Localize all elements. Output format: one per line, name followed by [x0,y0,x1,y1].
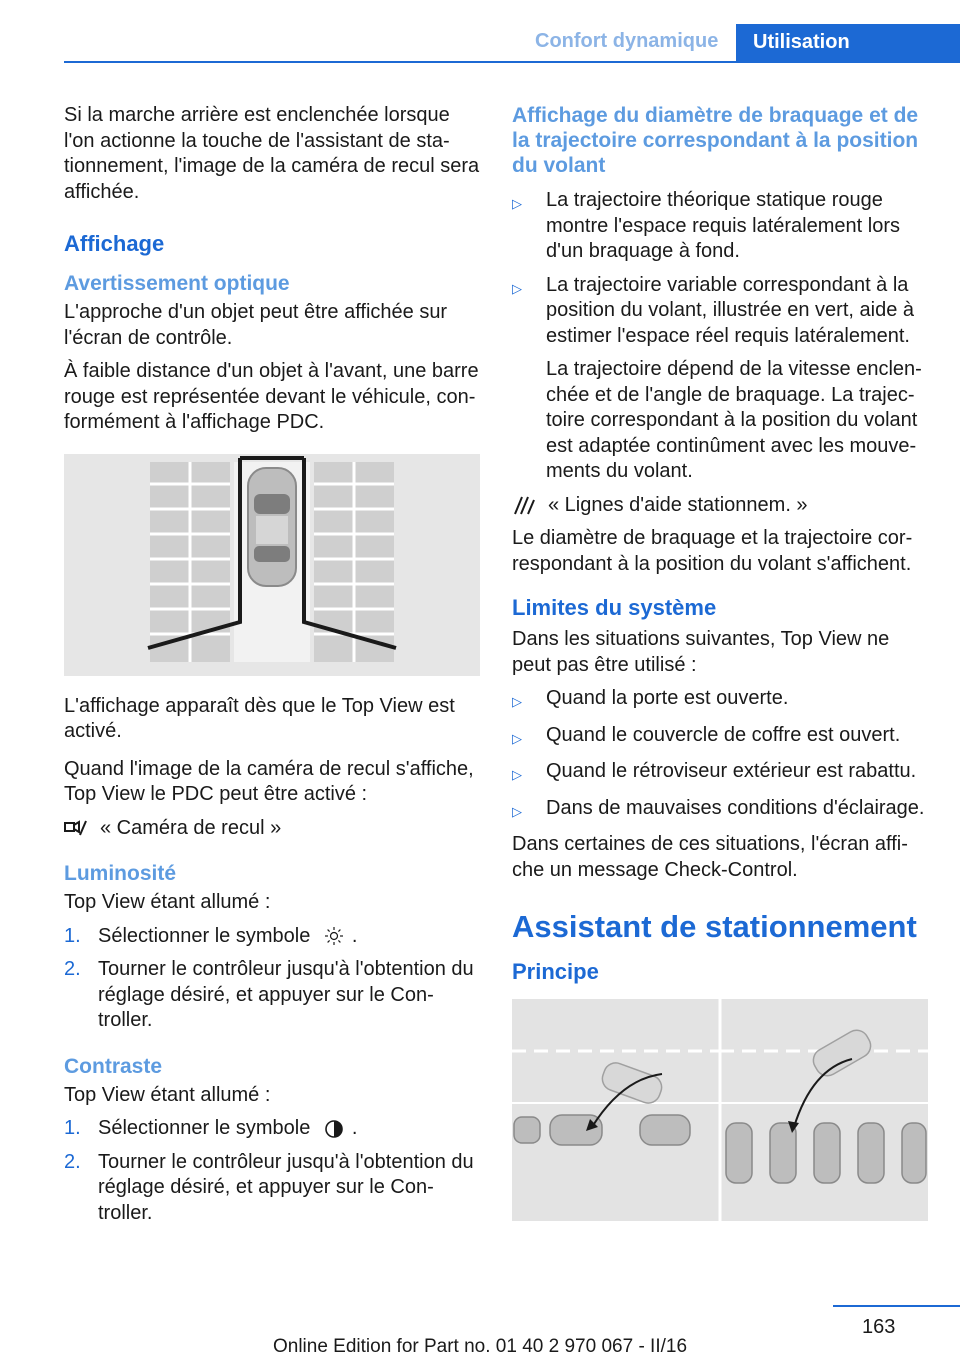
header-chapter-tab [736,24,960,63]
top-view-illustration [64,454,480,676]
rear-camera-icon [64,817,88,839]
bullet-text: Quand la porte est ouverte. [546,687,789,709]
camera-option [64,816,484,842]
footer-edition: Online Edition for Part no. 01 40 2 970 067 - II/16 [272,1336,688,1357]
bullet-text: Dans de mauvaises conditions d'éclairage. [546,796,925,819]
step-text-end: . [351,1117,358,1139]
bullet-continuation: La trajectoire dépend de la vitesse enclen-chée et de l'angle de braquage. La trajec-toire correspondant à la position du volant est adaptée continûment avec les mouve-ments du volant. [546,358,922,482]
step-number: 1. [64,1117,81,1139]
paragraph-diametre: Le diamètre de braquage et la trajectoire cor-respondant à la position du volant s'affichent. [512,527,913,575]
limits-bullets [512,686,932,824]
list-item [512,759,932,788]
intro-paragraph: Si la marche arrière est enclenchée lorsque l'on actionne la touche de l'assistant de sta-tionnement, l'image de la caméra de recul sera affichée. [64,104,480,203]
bullet-marker: ▷ [512,730,522,746]
heading-avertissement: Avertissement optique [64,272,290,295]
contrast-icon [324,1119,344,1139]
luminosite-steps [64,924,484,1034]
heading-assistant: Assistant de stationnement [512,909,917,944]
heading-principe: Principe [512,959,599,984]
list-item [512,188,932,265]
paragraph-distance: À faible distance d'un objet à l'avant, une barre rouge est représentée devant le véhicule, con-formément à l'affichage PDC. [64,360,479,433]
footer-rule [833,1305,960,1307]
camera-option-label: « Caméra de recul » [100,816,282,839]
bullet-text: La trajectoire variable correspondant à la position du volant, illustrée en vert, aide à estimer l'espace réel requis latéralement. [546,273,914,347]
bullet-marker: ▷ [512,694,522,709]
list-item [512,273,932,350]
parking-lines-icon [512,494,536,516]
list-item [512,796,932,825]
right-column [512,103,932,1221]
list-item [512,686,932,715]
paragraph-approche: L'approche d'un objet peut être affichée sur l'écran de contrôle. [64,301,448,349]
paragraph-quand: Quand l'image de la caméra de recul s'affiche, Top View le PDC peut être activé : [64,757,474,805]
paragraph-certaines: Dans certaines de ces situations, l'écran affi-che un message Check-Control. [512,833,908,881]
header-rule [64,61,960,63]
brightness-icon [324,926,344,946]
header-section-title: Confort dynamique [535,30,719,52]
contraste-steps [64,1116,484,1226]
step-text-end: . [351,924,358,947]
bullet-text: La trajectoire théorique statique rouge montre l'espace requis latéralement lors d'un braquage à fond. [546,189,900,262]
step-text: Tourner le contrôleur jusqu'à l'obtention du réglage désiré, et appuyer sur le Con-troller. [98,958,474,1031]
heading-luminosite: Luminosité [64,862,177,885]
paragraph-lum-intro: Top View étant allumé : [64,891,271,913]
step-text: Sélectionner le symbole [98,924,311,947]
lines-option [512,493,932,519]
paragraph-con-intro: Top View étant allumé : [64,1083,271,1106]
list-item [64,1150,484,1227]
step-text: Sélectionner le symbole [98,1117,311,1139]
list-item [64,1116,484,1142]
heading-contraste: Contraste [64,1054,163,1078]
bullet-marker: ▷ [512,803,522,819]
trajectory-bullets [512,188,932,349]
paragraph-limites: Dans les situations suivantes, Top View ne peut pas être utilisé : [512,628,890,676]
bullet-marker: ▷ [512,280,522,296]
step-number: 2. [64,1150,81,1173]
list-item [64,924,484,950]
page-number: 163 [862,1316,896,1338]
heading-diametre: Affichage du diamètre de braquage et de la trajectoire correspondant à la position du volant [512,104,919,177]
list-item [64,957,484,1034]
heading-affichage: Affichage [64,231,165,256]
paragraph-apparait: L'affichage apparaît dès que le Top View est activé. [64,694,455,742]
bullet-marker: ▷ [512,196,522,211]
step-number: 2. [64,958,81,980]
bullet-text: Quand le couvercle de coffre est ouvert. [546,723,901,746]
bullet-text: Quand le rétroviseur extérieur est rabattu. [546,760,917,782]
list-item [512,723,932,752]
step-number: 1. [64,924,81,947]
heading-limites: Limites du système [512,595,717,620]
step-text: Tourner le contrôleur jusqu'à l'obtention du réglage désiré, et appuyer sur le Con-troller. [98,1150,474,1224]
left-column [64,103,484,1234]
parking-assistant-illustration [512,999,928,1221]
lines-option-label: « Lignes d'aide stationnem. » [548,493,808,516]
header-chapter-label: Utilisation [753,31,850,53]
bullet-marker: ▷ [512,767,522,782]
